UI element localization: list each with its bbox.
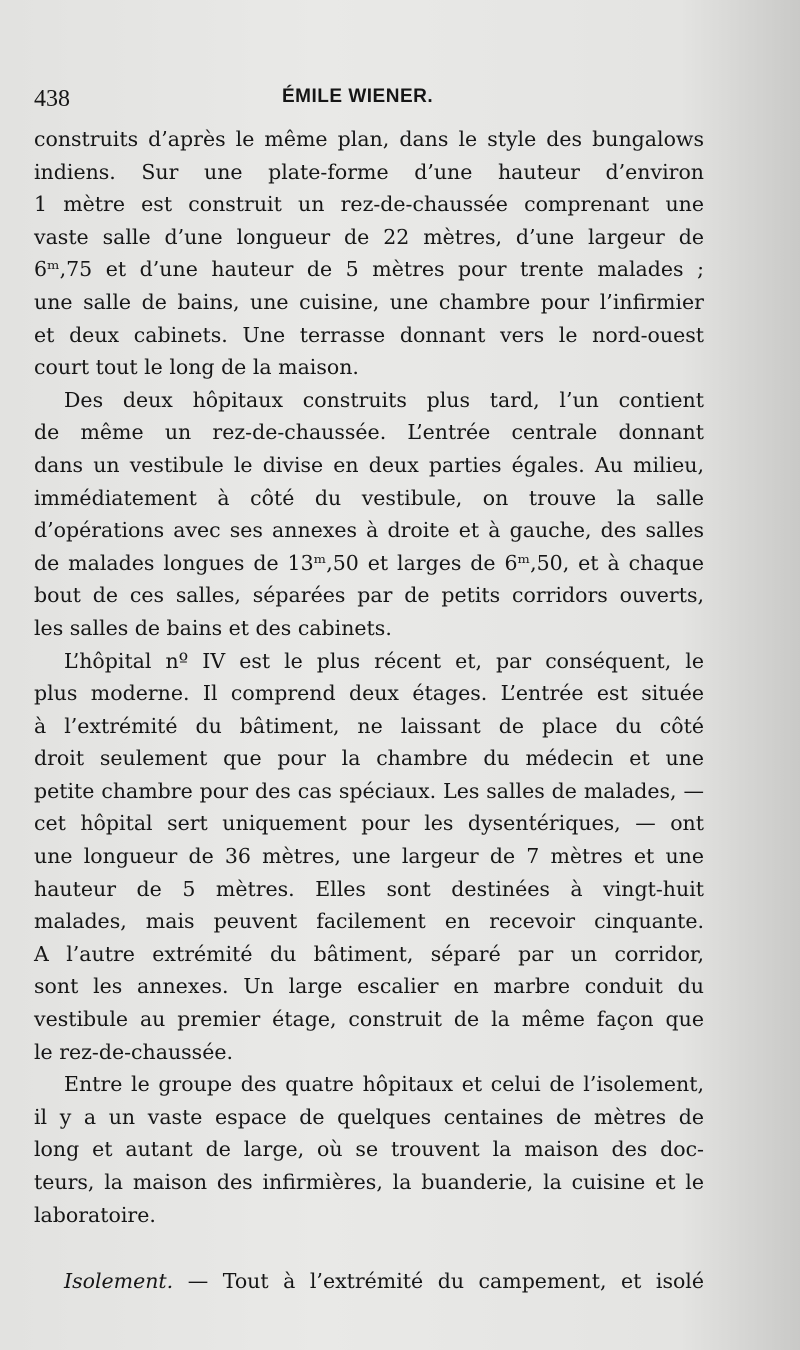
text-line: long et autant de large, où se trouvent la maison des doc- [34, 1137, 704, 1162]
text-line: à l’extrémité du bâtiment, ne laissant de place du côté [34, 713, 704, 738]
paragraph-3 [34, 645, 704, 1069]
text-line: teurs, la maison des infirmières, la buanderie, la cuisine et le [34, 1170, 704, 1194]
text-line: de même un rez-de-chaussée. L’entrée centrale donnant [34, 420, 704, 445]
text-line: 6ᵐ,75 et d’une hauteur de 5 mètres pour trente malades ; [34, 257, 704, 282]
text-line: vestibule au premier étage, construit de la même façon que [34, 1007, 704, 1032]
text-line: petite chambre pour des cas spéciaux. Les salles de malades, — [34, 778, 704, 803]
paragraph-4 [34, 1068, 704, 1231]
text-line: bout de ces salles, séparées par de petits corridors ouverts, [34, 583, 704, 608]
text-line: le rez-de-chaussée. [34, 1039, 233, 1064]
paragraph-2 [34, 384, 704, 645]
text-line: L’hôpital nº IV est le plus récent et, par conséquent, le [64, 648, 704, 673]
text-line: court tout le long de la maison. [34, 355, 359, 380]
text-line: les salles de bains et des cabinets. [34, 615, 392, 640]
text-line: dans un vestibule le divise en deux parties égales. Au milieu, [34, 452, 704, 477]
page-number: 438 [34, 86, 70, 112]
text-line: cet hôpital sert uniquement pour les dysentériques, — ont [34, 811, 704, 836]
text-line: indiens. Sur une plate-forme d’une hauteur d’environ [34, 159, 704, 184]
text-line: Des deux hôpitaux construits plus tard, l’un contient [64, 387, 704, 412]
page-header [34, 78, 734, 118]
text-line: d’opérations avec ses annexes à droite et à gauche, des salles [34, 518, 704, 543]
section-lead-rest: — Tout à l’extrémité du campement, et isolé [173, 1269, 704, 1294]
text-line: Entre le groupe des quatre hôpitaux et celui de l’isolement, [64, 1072, 704, 1097]
section-gap [34, 1231, 704, 1265]
section-lead: Isolement. [64, 1269, 174, 1294]
paragraph-1 [34, 123, 704, 384]
text-line: une salle de bains, une cuisine, une chambre pour l’infirmier [34, 289, 704, 314]
text-line: A l’autre extrémité du bâtiment, séparé par un corridor, [34, 941, 704, 966]
text-line: vaste salle d’une longueur de 22 mètres, d’une largeur de [34, 224, 704, 249]
text-line: et deux cabinets. Une terrasse donnant vers le nord-ouest [34, 322, 704, 347]
running-head: ÉMILE WIENER. [282, 86, 434, 107]
text-line: construits d’après le même plan, dans le style des bungalows [34, 127, 704, 151]
text-line: il y a un vaste espace de quelques centaines de mètres de [34, 1104, 704, 1129]
text-line: de malades longues de 13ᵐ,50 et larges de 6ᵐ,50, et à chaque [34, 550, 704, 575]
body-text [34, 123, 704, 1298]
paragraph-isolement [34, 1265, 704, 1298]
text-line: plus moderne. Il comprend deux étages. L’entrée est située [34, 681, 704, 706]
text-line [34, 1265, 704, 1298]
text-line: hauteur de 5 mètres. Elles sont destinées à vingt-huit [34, 876, 704, 901]
text-line: une longueur de 36 mètres, une largeur de 7 mètres et une [34, 844, 704, 869]
text-line: malades, mais peuvent facilement en recevoir cinquante. [34, 909, 704, 934]
text-line: sont les annexes. Un large escalier en marbre conduit du [34, 974, 704, 999]
text-line: immédiatement à côté du vestibule, on trouve la salle [34, 485, 704, 510]
text-line: laboratoire. [34, 1202, 156, 1227]
text-line: 1 mètre est construit un rez-de-chaussée comprenant une [34, 192, 704, 217]
text-line: droit seulement que pour la chambre du médecin et une [34, 746, 704, 771]
